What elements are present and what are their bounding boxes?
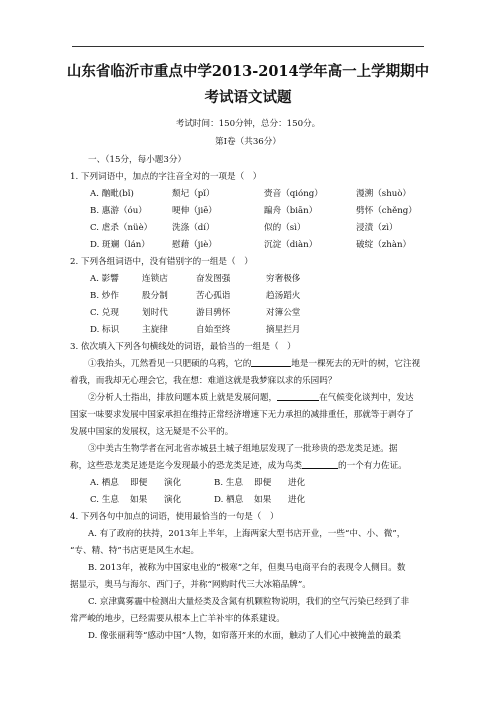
fill-blank [277, 390, 319, 401]
question-3-passage-2-cont: 国家一味要求发展中国家承担在维持正常经济增速下无力承担的减排重任，那就等于剥夺了 [70, 410, 414, 420]
option-text: 股分制 [142, 291, 168, 301]
option-text: A. 影響 [90, 274, 119, 284]
option-text: 劈怀（chěng） [356, 206, 417, 216]
option-text: 主旋律 [142, 325, 168, 335]
option-text: 慰藉（jiè） [172, 240, 217, 250]
question-3-passage-1-cont: 着我，而我却无心理会它，我在想：难道这就是我梦寐以求的乐园吗？ [70, 376, 337, 386]
option-text: 趋汤蹈火 [266, 291, 301, 301]
option-text: 如果 [254, 495, 272, 505]
option-text: 摘星拦月 [266, 325, 301, 335]
question-1-option-d [70, 237, 446, 254]
question-2-option-b [70, 288, 446, 305]
question-4-stem: 4. 下列各句中加点的词语，使用最恰当的一句是（ ） [70, 512, 279, 522]
question-3-passage-2 [70, 390, 446, 407]
option-text: 赍音（qióng） [264, 189, 323, 199]
option-text: 漫溯（shuò） [356, 189, 412, 199]
question-4-option-c: C. 京津冀雾霾中检测出大量烃类及含氮有机颗粒物说明，我们的空气污染已经到了非 [88, 597, 410, 607]
option-text: B. 生息 [214, 478, 243, 488]
exam-time-info: 考试时间：150分钟，总分：150分。 [175, 119, 321, 129]
option-text: C. 虐杀（nüè） [90, 223, 153, 233]
passage-text: 地是一棵死去的无叶的树，它注视 [291, 359, 421, 369]
option-text: 苦心孤诣 [196, 291, 231, 301]
option-text: 即便 [254, 478, 272, 488]
option-text: B. 惠游（óu） [90, 206, 147, 216]
option-text: D. 栖息 [214, 495, 244, 505]
option-text: 连锁店 [142, 274, 168, 284]
passage-text: ②分析人士指出，排放问题本质上就是发展问题， [88, 393, 278, 403]
option-text: 蹁舟（biān） [264, 206, 318, 216]
question-4-option-a-cont: “专、精、特”书店更是风生水起。 [70, 546, 200, 556]
option-text: 对簿公堂 [266, 308, 301, 318]
passage-text: 在气候变化谈判中，发达 [319, 393, 414, 403]
option-text: C. 兑现 [90, 308, 119, 318]
option-text: 颓圮（pǐ） [172, 189, 215, 199]
question-3-passage-3-cont [70, 458, 446, 475]
section-title: 第Ⅰ卷（共36分） [215, 137, 281, 147]
paper-title-line2: 考试语文试题 [204, 89, 292, 106]
question-4-option-a: A. 有了政府的扶持，2013年上半年，上海两家大型书店开业，一些“中、小、微”， [88, 529, 406, 539]
paper-title-line1: 山东省临沂市重点中学2013-2014学年高一上学期期中 [66, 63, 430, 80]
option-text: 沉淀（diàn） [264, 240, 318, 250]
option-text: 哽伸（jiē） [172, 206, 217, 216]
passage-text: ①我抬头，兀然看见一只肥硕的乌鸦，它的 [88, 359, 252, 369]
option-text: 演化 [164, 478, 182, 488]
question-2-option-d [70, 322, 446, 339]
option-text: 进化 [288, 495, 306, 505]
option-text: 即便 [130, 478, 148, 488]
question-2-option-a [70, 271, 446, 288]
question-2-stem: 2. 下列各组词语中，没有错别字的一组是（ ） [70, 257, 253, 267]
fill-blank [251, 356, 291, 367]
question-4-option-b-cont: 据显示，奥马与海尔、西门子，并称“网购时代三大冰箱品牌”。 [70, 580, 311, 590]
question-4-option-c-cont: 常严峻的地步，已经需要从根本上亡羊补牢的体系建设。 [70, 614, 285, 624]
option-text: A. 栖息 [90, 478, 119, 488]
option-text: 穷奢极侈 [266, 274, 301, 284]
question-4-option-d: D. 像张丽莉等“感动中国”人物，如帘落开来的水面，触动了人们心中被掩盖的最柔 [88, 631, 402, 641]
question-1-option-a [70, 186, 446, 203]
option-text: 似的（sì） [264, 223, 306, 233]
option-text: 自始至终 [196, 325, 231, 335]
question-1-stem: 1. 下列词语中，加点的字注音全对的一项是（ ） [70, 172, 262, 182]
option-text: 演化 [164, 495, 182, 505]
option-text: B. 炒作 [90, 291, 119, 301]
question-body [70, 152, 446, 645]
option-text: 游目骋怀 [196, 308, 231, 318]
option-text: 破绽（zhàn） [356, 240, 412, 250]
question-2-option-c [70, 305, 446, 322]
passage-text: 称，这些恐龙类足迹是迄今发现最小的恐龙类足迹，成为鸟类 [70, 461, 303, 471]
header-rule [72, 46, 424, 47]
option-text: 洗涤（dí） [172, 223, 215, 233]
question-3-passage-3: ③中美古生物学者在河北省赤城县土城子组地层发现了一批珍贵的恐龙类足迹。据 [88, 444, 398, 454]
option-text: D. 斑斓（lán） [90, 240, 150, 250]
option-text: 划时代 [142, 308, 168, 318]
option-text: 进化 [288, 478, 306, 488]
question-3-options-ab [70, 475, 446, 492]
option-text: C. 生息 [90, 495, 119, 505]
question-1-option-c [70, 220, 446, 237]
question-3-passage-2-end: 发展中国家的发展权，这无疑是不公平的。 [70, 427, 234, 437]
option-text: 浸渍（zì） [356, 223, 398, 233]
question-3-passage-1 [70, 356, 446, 373]
option-text: 奋发图强 [196, 274, 231, 284]
question-3-options-cd [70, 492, 446, 509]
option-text: 如果 [130, 495, 148, 505]
question-1-option-b [70, 203, 446, 220]
question-3-stem: 3. 依次填入下列各句横线处的词语，最恰当的一组是（ ） [70, 342, 296, 352]
option-text: D. 标识 [90, 325, 120, 335]
passage-text: 的一个有力佐证。 [338, 461, 407, 471]
fill-blank [302, 458, 338, 469]
question-4-option-b: B. 2013年，被称为中国家电业的“极寒”之年，但奥马电商平台的表现令人侧目。数 [88, 563, 406, 573]
part-heading: 一、（15分，每小题3分） [88, 155, 187, 165]
option-text: A. 酗毗(bǐ) [90, 189, 134, 199]
